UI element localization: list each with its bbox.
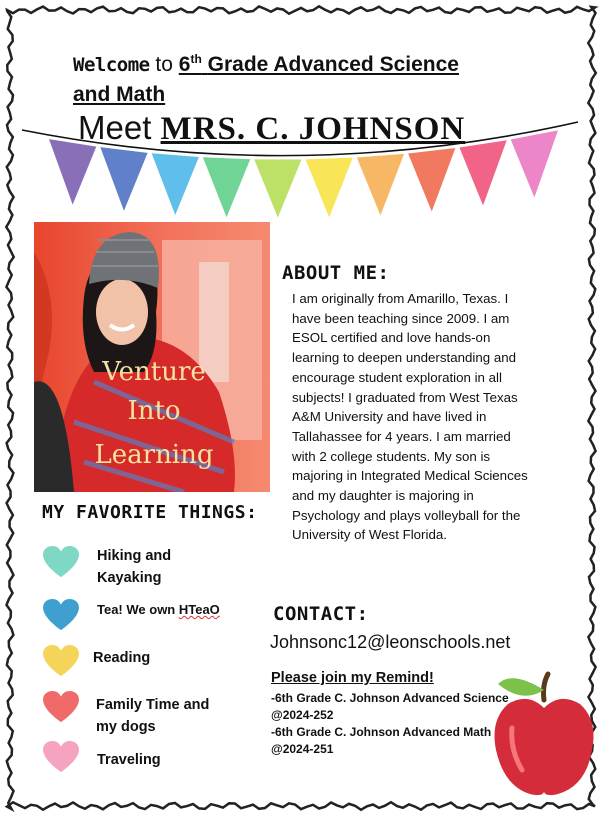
contact-email[interactable]: Johnsonc12@leonschools.net [270,632,511,652]
about-line: A&M University and have lived in [292,409,487,425]
pennant-flag [254,159,301,217]
favorite-label: Reading [93,650,151,666]
favorite-label: Hiking and Kayaking [97,548,172,586]
favorites-heading: MY FAVORITE THINGS: [42,502,258,523]
remind-line: -6th Grade C. Johnson Advanced Science [271,691,509,705]
pennant-flag [49,139,96,205]
about-line: University of West Florida. [292,527,447,543]
class-title-line2: and Math [73,83,166,106]
title-rest: Grade Advanced Science [207,53,459,76]
about-line: majoring in Integrated Medical Sciences [292,468,528,484]
overlay-line-1: Venture [102,357,206,387]
teacher-name: MRS. C. JOHNSON [160,111,466,147]
about-line: encourage student exploration in all [292,369,502,385]
page-title [73,44,533,110]
favorite-label: Family Time and my dogs [96,697,210,735]
favorite-label: Tea! We own HTeaO [97,602,220,617]
pennant-flag [357,154,404,216]
pennant-flag [408,148,455,211]
heart-icon [42,545,80,579]
remind-line: @2024-252 [271,708,334,722]
heart-icon [42,690,80,724]
about-line: and my daughter is majoring in [292,488,474,504]
remind-line: @2024-251 [271,742,334,756]
about-line: with 2 college students. My son is [292,448,491,464]
meet-heading [78,109,465,148]
about-line: ESOL certified and love hands-on [292,330,491,346]
about-line: Tallahassee for 4 years. I am married [292,428,511,444]
about-line: Psychology and plays volleyball for the [292,507,521,523]
to-word: to [155,53,173,76]
pennant-flag [459,140,506,205]
about-heading: ABOUT ME: [282,262,390,284]
welcome-word: Welcome [73,54,150,76]
contact-heading: CONTACT: [273,603,369,625]
heart-icon [42,740,80,774]
about-paragraph [292,289,562,545]
about-line: learning to deepen understanding and [292,350,517,366]
pennant-flag [100,147,147,211]
grade-number: 6 [178,53,191,76]
heart-icon [42,598,80,632]
meet-word: Meet [78,109,152,146]
grade-suffix: th [190,52,202,66]
remind-codes [271,690,509,758]
pennant-flag [511,130,558,197]
teacher-photo [34,222,270,492]
overlay-line-2: Into [127,396,181,426]
pennant-flag [306,158,353,218]
favorite-label: Traveling [97,752,161,768]
about-line: I am originally from Amarillo, Texas. I [292,291,509,306]
pennant-flag [203,157,250,217]
remind-line: -6th Grade C. Johnson Advanced Math [271,725,492,739]
about-line: subjects! I graduated from West Texas [292,389,518,405]
class-title [179,53,459,76]
about-line: have been teaching since 2009. I am [292,310,510,326]
overlay-line-3: Learning [94,440,214,470]
remind-title: Please join my Remind! [271,670,434,686]
heart-icon [42,644,80,678]
pennant-flag [152,153,199,215]
apple-icon [492,670,596,798]
